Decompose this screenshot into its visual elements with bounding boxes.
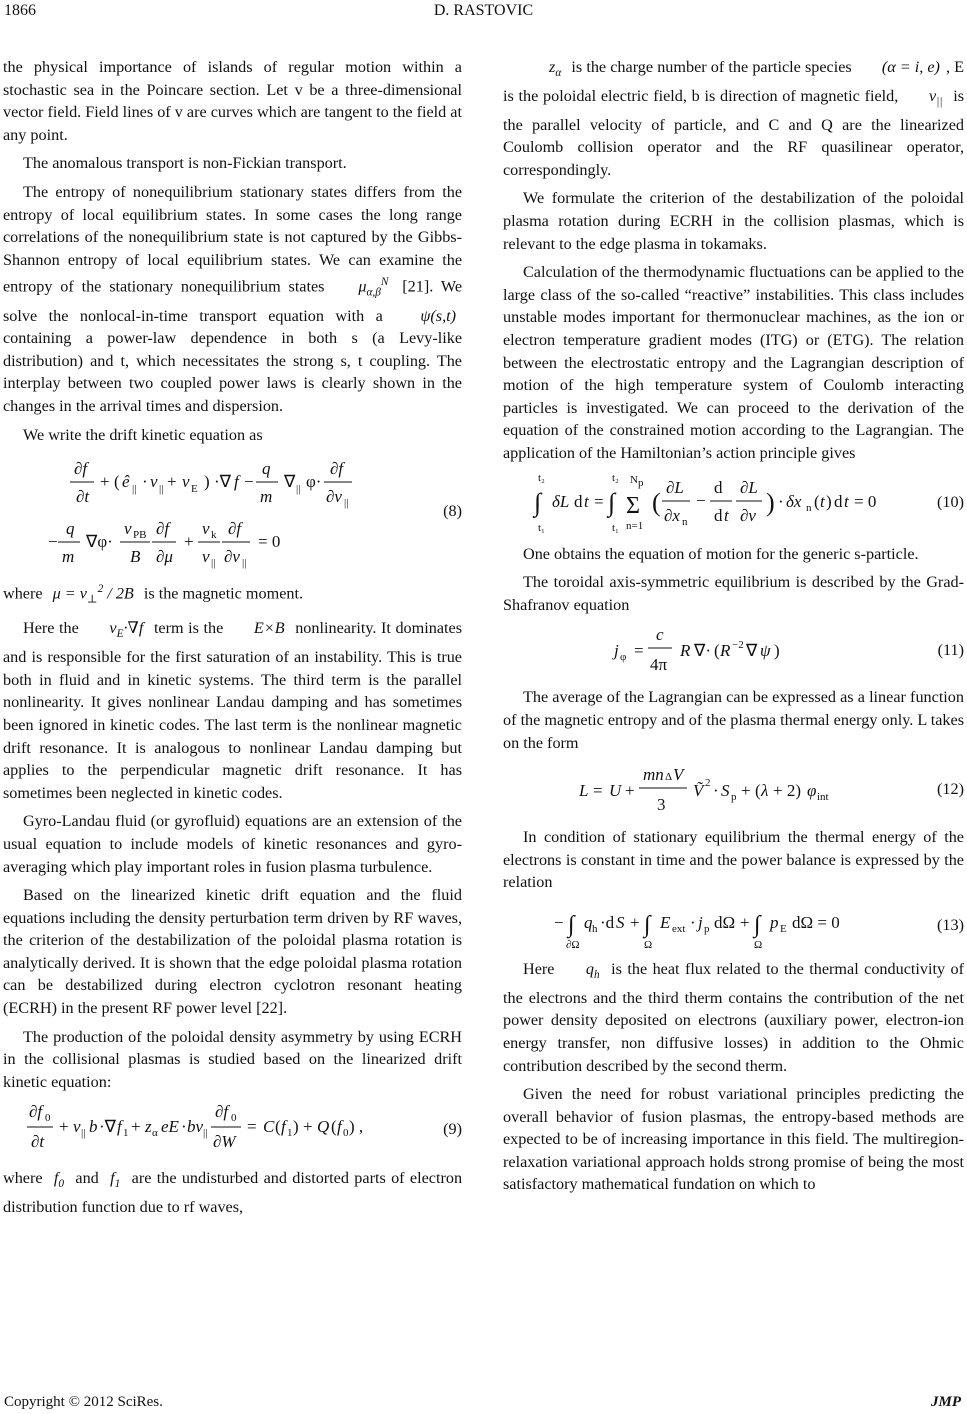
svg-text:Q: Q xyxy=(316,1117,329,1137)
paragraph: In condition of stationary equilibrium the thermal energy of the electrons is constant in time and the power balance is expressed by the relation xyxy=(503,828,964,892)
svg-text:(: ( xyxy=(113,472,120,492)
svg-text:Ω: Ω xyxy=(643,938,652,951)
svg-text:∂Ω: ∂Ω xyxy=(565,938,580,951)
svg-text:) ,: ) , xyxy=(348,1117,363,1137)
svg-text:Ω: Ω xyxy=(753,938,762,951)
svg-text:∂f: ∂f xyxy=(329,459,343,479)
svg-text:t₂: t₂ xyxy=(537,471,545,484)
inline-math-mu-alpha-beta: $\mu_{\alpha,\beta}^N$ xyxy=(358,276,389,299)
svg-text:∫: ∫ xyxy=(607,487,615,517)
inline-math-E-cross-B: E×B xyxy=(253,619,285,638)
svg-text:q: q xyxy=(583,912,592,932)
svg-text:= 0: = 0 xyxy=(257,532,280,552)
svg-text:Σ: Σ xyxy=(625,492,640,519)
svg-text:0: 0 xyxy=(230,1112,236,1125)
svg-text:mn: mn xyxy=(642,765,664,785)
text-run: is the heat flux related to the thermal conductivity of the electrons and the third therm contains the contribution of the net power density deposited on electrons (auxiliary power, electron-ion energy transfer, non diffusive losses) in addition to the Ohmic contribution described by the second therm. xyxy=(503,959,965,1075)
paragraph xyxy=(3,578,462,611)
inline-math-vE-grad-f: $v_E\cdot\nabla f$ xyxy=(109,619,144,641)
svg-text:f: f xyxy=(336,1117,342,1137)
equation-12 xyxy=(503,760,964,818)
svg-text:eE: eE xyxy=(160,1117,179,1137)
paragraph: We write the drift kinetic equation as xyxy=(23,425,263,444)
svg-text:h: h xyxy=(591,922,597,935)
svg-text:v: v xyxy=(181,472,190,492)
svg-text:=: = xyxy=(592,781,603,801)
inline-math-v-parallel: $v_{||}$ xyxy=(929,86,943,109)
svg-text:∫: ∫ xyxy=(643,911,651,938)
svg-text:v: v xyxy=(201,547,210,567)
svg-text:t: t xyxy=(583,491,589,511)
svg-text:4π: 4π xyxy=(649,655,667,675)
svg-text:+: + xyxy=(58,1117,69,1137)
svg-text:0: 0 xyxy=(44,1112,50,1125)
text-run: The entropy of nonequilibrium stationary states differs from the entropy of local equilibrium states. In some cases the long range correlations of the nonequilibrium state is not captured by the Gibbs-Shannon entropy of local equilibrium states. We can examine the entropy of the stationary nonequilibrium states xyxy=(3,182,462,296)
page-number: 1866 xyxy=(4,2,36,19)
svg-text:||: || xyxy=(131,483,136,496)
svg-text:p: p xyxy=(769,912,778,932)
svg-text:j: j xyxy=(697,912,703,932)
svg-text:∂f: ∂f xyxy=(73,459,87,479)
svg-text:int: int xyxy=(816,791,829,804)
svg-text:R: R xyxy=(679,641,690,661)
inline-math-alpha-ie: (α = i, e) xyxy=(881,58,940,76)
svg-text:k: k xyxy=(210,529,216,542)
svg-text:φ·: φ· xyxy=(305,472,321,492)
svg-text:v: v xyxy=(72,1117,81,1137)
svg-text:b: b xyxy=(88,1117,97,1137)
svg-text:∂t: ∂t xyxy=(75,487,89,507)
svg-text:·∇: ·∇ xyxy=(98,1117,116,1137)
svg-text:φ: φ xyxy=(619,651,626,664)
text-run: and xyxy=(75,1169,99,1188)
svg-text:−: − xyxy=(243,472,254,492)
paragraph xyxy=(3,181,462,418)
svg-text:f: f xyxy=(233,472,239,492)
svg-text:t₁: t₁ xyxy=(611,521,619,534)
svg-text:∂f: ∂f xyxy=(28,1102,42,1122)
svg-text:Ṽ: Ṽ xyxy=(692,781,703,801)
svg-text:t₂: t₂ xyxy=(611,471,619,484)
svg-text:f: f xyxy=(280,1117,286,1137)
inline-math-psi-s-t: ψ(s,t) xyxy=(420,306,457,325)
svg-text:=: = xyxy=(593,491,604,511)
equation-13-formula xyxy=(550,900,870,950)
svg-text:∂μ: ∂μ xyxy=(155,547,173,567)
svg-text:1: 1 xyxy=(286,1127,292,1140)
text-run: term is the xyxy=(153,619,224,638)
svg-text:3: 3 xyxy=(656,795,665,815)
svg-text:C: C xyxy=(262,1117,274,1137)
svg-text:(: ( xyxy=(713,641,720,661)
svg-text:E: E xyxy=(659,912,670,932)
inline-math-q-h: $q_h$ xyxy=(585,959,600,982)
svg-text:λ: λ xyxy=(760,781,768,801)
svg-text:t: t xyxy=(723,505,729,525)
svg-text:·∇: ·∇ xyxy=(213,472,231,492)
svg-text:+: + xyxy=(183,532,194,552)
svg-text:(: ( xyxy=(651,487,661,517)
svg-text:∂L: ∂L xyxy=(739,477,758,497)
equation-10 xyxy=(503,471,964,535)
text-run: where xyxy=(3,1169,43,1188)
svg-text:0: 0 xyxy=(342,1127,348,1140)
svg-text:(: ( xyxy=(754,781,761,801)
svg-text:(: ( xyxy=(330,1117,337,1137)
equation-number: (9) xyxy=(443,1120,462,1139)
equation-number: (8) xyxy=(443,501,462,520)
svg-text:−: − xyxy=(553,912,564,932)
paragraph: Calculation of the thermodynamic fluctuations can be applied to the large class of the so-called “reactive” instabilities. This class includes unstable modes important for thermonuclear machines, as the ion or electron temperature gradient modes (ITG) or (ETG). The relation between the electrostatic entropy and the Lagrangian description of motion of the high temperature system of Coulomb interacting particles is investigated. We can proceed to the derivation of the equation of the constrained motion according to the Lagrangian. The application of the Hamiltonian’s action principle gives xyxy=(503,263,964,462)
svg-text:dΩ: dΩ xyxy=(713,912,735,932)
svg-text:ê: ê xyxy=(121,472,130,492)
svg-text:t₁: t₁ xyxy=(537,521,545,534)
inline-math-z-alpha: $z_\alpha$ xyxy=(549,58,562,80)
svg-text:L: L xyxy=(578,781,588,801)
svg-text:∂L: ∂L xyxy=(665,477,684,497)
page-footer xyxy=(0,1394,967,1414)
svg-text:j: j xyxy=(613,641,619,661)
left-column xyxy=(3,56,462,1225)
paragraph: Given the need for robust variational principles predicting the overall behavior of fusion plasmas, the entropy-based methods are expected to be of increasing importance in this field. The multiregion-relaxation variational approach holds strong promise of being the most satisfactory mathematical fundation on which to xyxy=(503,1085,964,1194)
equation-11-formula xyxy=(610,622,810,678)
svg-text:∇·: ∇· xyxy=(693,641,711,661)
running-author: D. RASTOVIC xyxy=(433,2,534,19)
svg-text:−2: −2 xyxy=(731,639,744,652)
text-run: is the parallel velocity of particle, and C and Q are the linearized Coulomb collision operator and the RF quasilinear operator, correspondingly. xyxy=(503,86,965,179)
svg-text:+ 2): + 2) xyxy=(772,781,801,801)
svg-text:PB: PB xyxy=(132,529,146,542)
svg-text:V: V xyxy=(672,765,683,785)
equation-number: (12) xyxy=(937,779,964,798)
paragraph xyxy=(3,617,462,804)
equation-number: (11) xyxy=(937,641,964,660)
text-run: nonlinearity. It dominates and is responsible for the first saturation of an instability. This is true both in fluid and in kinetic systems. The third term is the parallel nonlinearity. It gives nonlinear Landau damping and has sometimes been ignored in kinetic codes. The last term is the nonlinear magnetic drift resonance. It is analogous to nonlinear Landau damping but applies to the perpendicular magnetic drift resonance. It has sometimes been neglected in kinetic codes. xyxy=(3,619,462,802)
svg-text:p: p xyxy=(730,791,736,804)
svg-text:+: + xyxy=(99,472,110,492)
svg-text:t: t xyxy=(843,491,849,511)
svg-text:∫: ∫ xyxy=(567,911,575,938)
inline-math-f1: $f_1$ xyxy=(110,1169,121,1191)
svg-text:∇φ·: ∇φ· xyxy=(85,532,113,552)
svg-text:): ) xyxy=(203,472,210,492)
svg-text:2: 2 xyxy=(704,777,710,790)
paragraph: the physical importance of islands of regular motion within a stochastic sea in the Poincare section. Let v be a three-dimensional vector field. Field lines of v are curves which are tangent to the field at any point. xyxy=(3,58,462,144)
svg-text:·: · xyxy=(777,491,784,511)
paragraph: Gyro-Landau fluid (or gyrofluid) equations are an extension of the usual equation to include models of kinetic resonances and gyro-averaging which play important roles in fusion plasma turbulence. xyxy=(3,812,462,876)
paragraph: The average of the Lagrangian can be expressed as a linear function of the magnetic entropy and of the plasma thermal energy only. L takes on the form xyxy=(503,688,964,752)
svg-text:∫: ∫ xyxy=(753,911,761,938)
svg-text:z: z xyxy=(144,1117,152,1137)
equation-8 xyxy=(3,452,462,570)
svg-text:·: · xyxy=(689,912,696,932)
svg-text:U: U xyxy=(608,781,621,801)
text-run: Here the xyxy=(23,619,79,638)
svg-text:·d: ·d xyxy=(599,912,614,932)
svg-text:||: || xyxy=(343,497,348,510)
equation-13 xyxy=(503,900,964,950)
svg-text:d: d xyxy=(713,505,722,525)
text-run: [21]. We solve the nonlocal-in-time transport equation with a xyxy=(3,277,463,325)
svg-text:B: B xyxy=(129,547,140,567)
svg-text:m: m xyxy=(61,547,74,567)
svg-text:c: c xyxy=(655,625,664,645)
svg-text:·: · xyxy=(141,472,148,492)
svg-text:||: || xyxy=(158,483,163,496)
equation-8-formula xyxy=(44,452,374,570)
svg-text:): ) xyxy=(773,641,780,661)
svg-text:=: = xyxy=(246,1117,257,1137)
svg-text:−: − xyxy=(47,532,58,552)
svg-text:d: d xyxy=(713,477,722,497)
svg-text:+: + xyxy=(130,1117,141,1137)
svg-text:bv: bv xyxy=(186,1117,203,1137)
inline-math-f0: $f_0$ xyxy=(53,1169,65,1191)
svg-text:∂W: ∂W xyxy=(212,1132,236,1152)
svg-text:d: d xyxy=(833,491,842,511)
svg-text:·: · xyxy=(712,781,719,801)
svg-text:∂f: ∂f xyxy=(227,519,241,539)
svg-text:ext: ext xyxy=(671,922,685,935)
copyright: Copyright © 2012 SciRes. xyxy=(4,1394,163,1410)
svg-text:+: + xyxy=(166,472,177,492)
svg-text:q: q xyxy=(65,519,74,539)
running-header xyxy=(0,2,967,26)
equation-number: (10) xyxy=(937,493,964,512)
svg-text:||: || xyxy=(241,557,246,570)
equation-9 xyxy=(3,1099,462,1159)
svg-text:E: E xyxy=(779,922,787,935)
svg-text:+: + xyxy=(624,781,635,801)
text-run: Here xyxy=(523,959,555,978)
svg-text:p: p xyxy=(637,476,643,489)
svg-text:n=1: n=1 xyxy=(625,519,643,532)
svg-text:v: v xyxy=(123,519,132,539)
svg-text:·: · xyxy=(180,1117,187,1137)
svg-text:(: ( xyxy=(813,491,820,511)
svg-text:R: R xyxy=(719,641,730,661)
svg-text:dΩ = 0: dΩ = 0 xyxy=(791,912,840,932)
svg-text:δL: δL xyxy=(551,491,569,511)
paragraph: Based on the linearized kinetic drift equation and the fluid equations including the density perturbation term driven by RF waves, the criterion of the destabilization of the poloidal plasma rotation is analytically derived. It is shown that the edge poloidal plasma rotation can be destabilized during electron cyclotron resonant heating (ECRH) in the present RF power level [22]. xyxy=(3,886,462,1018)
text-run: is the magnetic moment. xyxy=(143,584,304,603)
svg-text:): ) xyxy=(765,487,775,517)
svg-text:1: 1 xyxy=(122,1127,128,1140)
equation-11 xyxy=(503,622,964,678)
right-column xyxy=(503,56,964,1202)
paragraph xyxy=(3,1167,462,1218)
paragraph: The production of the poloidal density asymmetry by using ECRH in the collisional plasmas is studied based on the linearized drift kinetic equation: xyxy=(3,1027,462,1091)
paragraph xyxy=(503,56,964,181)
svg-text:∂ν: ∂ν xyxy=(739,505,756,525)
svg-text:N: N xyxy=(629,473,638,486)
svg-text:(: ( xyxy=(274,1117,281,1137)
svg-text:+: + xyxy=(302,1117,313,1137)
text-run: are the undisturbed and distorted parts of electron distribution function due to rf waves, xyxy=(3,1169,463,1217)
inline-math-mu-definition: $\mu = v_\perp^2 / 2B$ xyxy=(52,583,134,606)
svg-text:v: v xyxy=(201,519,210,539)
equation-number: (13) xyxy=(937,915,964,934)
svg-text:∫: ∫ xyxy=(533,487,541,517)
svg-text:S: S xyxy=(720,781,729,801)
svg-text:∇: ∇ xyxy=(283,472,295,492)
svg-text:f: f xyxy=(116,1117,122,1137)
svg-text:n: n xyxy=(681,515,687,528)
svg-text:=: = xyxy=(633,641,644,661)
svg-text:+: + xyxy=(740,781,751,801)
text-run: where xyxy=(3,584,43,603)
svg-text:d: d xyxy=(573,491,582,511)
svg-text:∂f: ∂f xyxy=(214,1102,228,1122)
svg-text:p: p xyxy=(703,922,709,935)
svg-text:α: α xyxy=(151,1127,158,1140)
svg-text:δx: δx xyxy=(785,491,801,511)
svg-text:∂v: ∂v xyxy=(223,547,240,567)
paragraph: We formulate the criterion of the destabilization of the poloidal plasma rotation during ECRH in the collision plasmas, which is relevant to the edge plasma in tokamaks. xyxy=(503,189,964,253)
svg-text:∇: ∇ xyxy=(745,641,757,661)
svg-text:−: − xyxy=(695,490,706,510)
svg-text:q: q xyxy=(261,459,270,479)
svg-text:= 0: = 0 xyxy=(853,491,876,511)
text-run: , E is the poloidal electric field, b is direction of magnetic field, xyxy=(503,58,965,105)
svg-text:||: || xyxy=(210,557,215,570)
svg-text:ψ: ψ xyxy=(759,641,771,661)
svg-text:+: + xyxy=(739,912,750,932)
svg-text:): ) xyxy=(825,491,832,511)
equation-9-formula xyxy=(19,1099,399,1159)
paragraph: The anomalous transport is non-Fickian transport. xyxy=(23,154,347,173)
svg-text:E: E xyxy=(190,483,198,496)
svg-text:+: + xyxy=(629,912,640,932)
svg-text:||: || xyxy=(295,483,300,496)
svg-text:v: v xyxy=(149,472,158,492)
svg-text:φ: φ xyxy=(806,781,816,801)
svg-text:||: || xyxy=(80,1127,85,1140)
svg-text:∂f: ∂f xyxy=(155,519,169,539)
svg-text:t: t xyxy=(819,491,825,511)
text-run: containing a power-law dependence in both s (a Levy-like distribution) and t, which necessitates the strong s, t coupling. The interplay between two coupled power laws is clearly shown in the changes in the arrival times and dispersion. xyxy=(3,329,462,415)
equation-12-formula xyxy=(575,760,845,818)
text-run: is the charge number of the particle species xyxy=(571,58,852,76)
paragraph xyxy=(503,958,964,1077)
equation-10-formula xyxy=(530,471,890,535)
paragraph: One obtains the equation of motion for the generic s-particle. xyxy=(523,544,919,563)
svg-text:n: n xyxy=(805,501,811,514)
svg-text:||: || xyxy=(202,1127,207,1140)
journal-abbrev: JMP xyxy=(931,1394,961,1410)
svg-text:∂t: ∂t xyxy=(30,1132,44,1152)
svg-text:m: m xyxy=(259,487,272,507)
svg-text:∂x: ∂x xyxy=(663,505,680,525)
svg-text:∂v: ∂v xyxy=(325,487,342,507)
svg-text:): ) xyxy=(292,1117,299,1137)
paragraph: The toroidal axis-symmetric equilibrium is described by the Grad-Shafranov equation xyxy=(503,573,964,614)
svg-text:Δ: Δ xyxy=(664,771,672,784)
svg-text:S: S xyxy=(615,912,624,932)
